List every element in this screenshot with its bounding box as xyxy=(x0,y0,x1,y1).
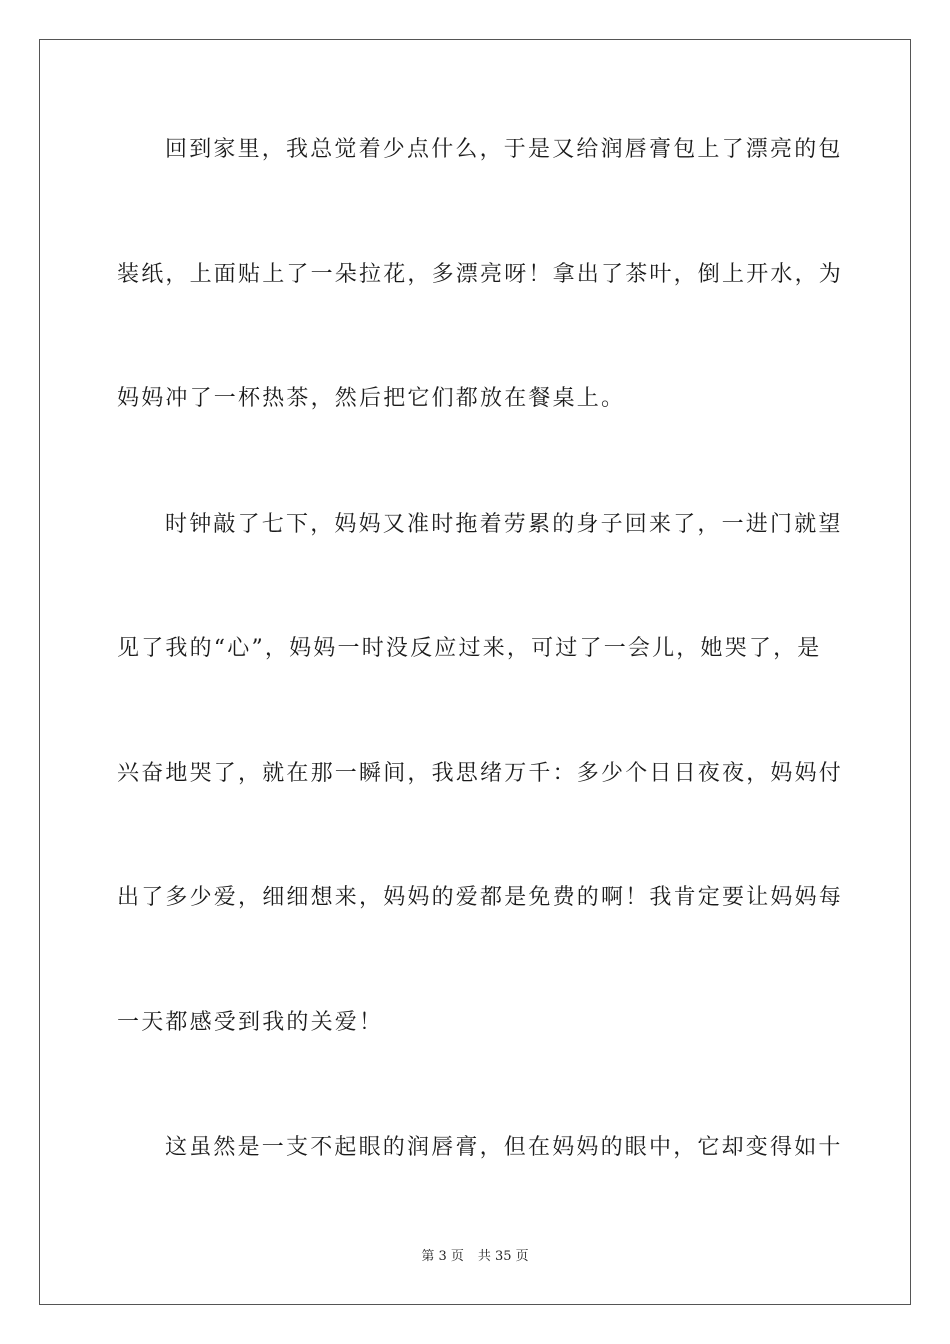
paragraph-2-line-1: 时钟敲了七下，妈妈又准时拖着劳累的身子回来了，一进门就望 xyxy=(165,512,843,537)
paragraph-2-line-4: 出了多少爱，细细想来，妈妈的爱都是免费的啊！我肯定要让妈妈每 xyxy=(117,885,844,910)
paragraph-2-line-5: 一天都感受到我的关爱！ xyxy=(117,1010,384,1035)
paragraph-3-line-1: 这虽然是一支不起眼的润唇膏，但在妈妈的眼中，它却变得如十 xyxy=(165,1135,843,1160)
paragraph-2-line-3: 兴奋地哭了，就在那一瞬间，我思绪万千：多少个日日夜夜，妈妈付 xyxy=(117,761,844,786)
page-number: 第 3 页 xyxy=(421,1249,464,1264)
paragraph-2-line-2: 见了我的“心”，妈妈一时没反应过来，可过了一会儿，她哭了，是 xyxy=(117,636,822,661)
paragraph-1-line-3: 妈妈冲了一杯热茶，然后把它们都放在餐桌上。 xyxy=(117,386,626,411)
page-border xyxy=(39,39,911,1305)
page-total: 共 35 页 xyxy=(477,1249,529,1264)
paragraph-1-line-2: 装纸，上面贴上了一朵拉花，多漂亮呀！拿出了茶叶，倒上开水，为 xyxy=(117,262,844,287)
page-footer xyxy=(0,1248,950,1266)
paragraph-1-line-1: 回到家里，我总觉着少点什么，于是又给润唇膏包上了漂亮的包 xyxy=(165,137,843,162)
